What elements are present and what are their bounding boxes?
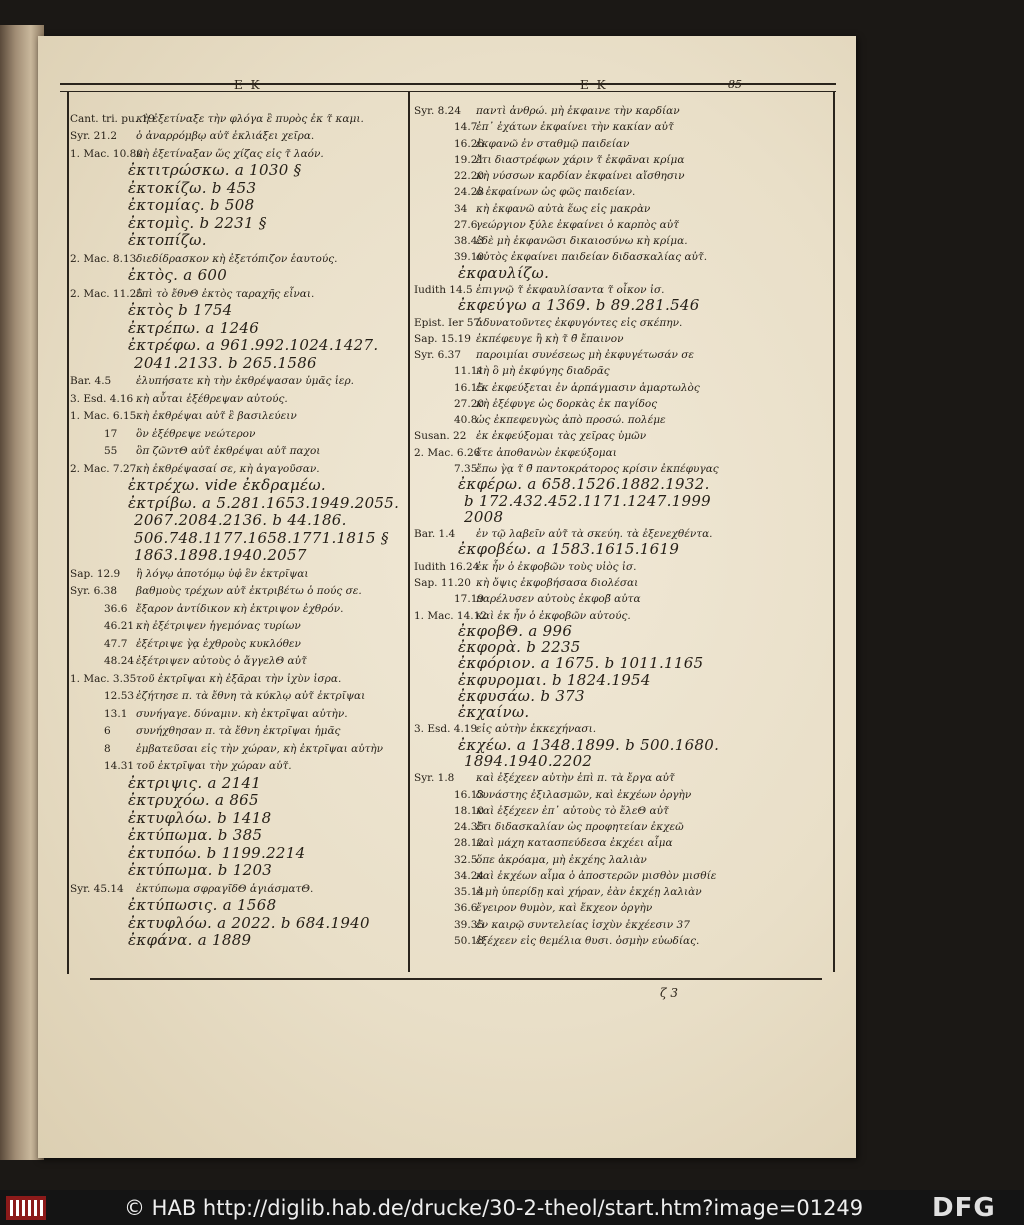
index-headword: ἐκτύπωμα. b 1203: [128, 861, 273, 880]
citation-reference: 39.10: [454, 251, 485, 264]
citation-reference: 6: [104, 725, 111, 738]
citation-text: συνήχθησαν π. τὰ ἔθνη ἐκτρῖψαι ἡμᾶς: [136, 725, 341, 738]
citation-text: ὃπ ζῶντΘ αὐτ̃ ἐκθρέψαι αὐτ̃ παχοι: [136, 445, 321, 458]
citation-reference: 55: [104, 445, 118, 458]
citation-reference: 1. Mac. 10.80: [70, 147, 143, 160]
citation-text: ὃν ἐξέθρεψε νεώτερον: [136, 427, 256, 440]
index-headword: ἐκτρίβω. a 5.281.1653.1949.2055.: [128, 493, 400, 512]
index-headword: ἐκφαυλίζω.: [458, 263, 550, 282]
citation-reference: 27.6: [454, 218, 478, 231]
index-headword: ἐκτομίας. b 508: [128, 196, 255, 215]
citation-text: παροιμίαι συνέσεως μὴ ἐκφυγέτωσάν σε: [476, 349, 695, 362]
index-headword: ἐκτοκίζω. b 453: [128, 178, 257, 197]
citation-text: συνήγαγε. δύναμιν. κὴ ἐκτρῖψαι αὐτὴν.: [136, 707, 348, 720]
index-headword: ἐκτρέπω. a 1246: [128, 318, 260, 337]
running-head-left: E K: [234, 78, 262, 92]
citation-reference: 7.35: [454, 463, 478, 476]
citation-text: ἐξέχεεν εἰς θεμέλια θυσι. ὀσμὴν εὐωδίας.: [476, 935, 700, 947]
citation-reference: 3. Esd. 4.16: [70, 392, 134, 405]
citation-reference: 38.43: [454, 235, 485, 248]
headword-continuation: 1894.1940.2202: [464, 751, 593, 770]
citation-reference: 16.13: [454, 788, 485, 801]
citation-text: ἐξέτριψεν αὐτοὺς ὁ ἄγγελΘ αὐτ̃: [136, 655, 307, 668]
citation-reference: 14.7: [454, 121, 478, 134]
citation-text: κὴ ἐξέφυγε ὡς δορκὰς ἐκ παγίδος: [476, 397, 658, 410]
citation-reference: Syr. 6.37: [414, 349, 462, 362]
citation-text: κὴ ἐξετίναξε τὴν φλόγα ἒ πυρὸς ἐκ τ̃ καμι.: [136, 113, 364, 125]
header-rule: [60, 83, 836, 85]
index-headword: ἐκφεύγω a 1369. b 89.281.546: [458, 296, 700, 315]
dfg-logo: DFG: [932, 1193, 996, 1223]
citation-reference: 24.28: [454, 186, 485, 199]
citation-text: κὴ ἐξετίναξαν ὥς χίζας εἰς τ̃ λαόν.: [136, 147, 324, 160]
citation-text: ἐκ ἐκφεύξεται ἐν ἁρπάγμασιν ἁμαρτωλὸς: [476, 381, 700, 394]
citation-text: ἐλυπήσατε κὴ τὴν ἐκθρέψασαν ὑμᾶς ἱερ.: [136, 375, 354, 388]
headword-continuation: 1863.1898.1940.2057: [134, 546, 307, 565]
citation-reference: Epist. Ier 57: [414, 316, 481, 329]
citation-reference: 8: [104, 742, 111, 755]
citation-text: ἢ λόγῳ ἀποτόμῳ ὑφ̓ ἓν ἐκτρῖψαι: [136, 567, 309, 580]
citation-reference: 18.10: [454, 804, 485, 817]
citation-reference: 11.11: [454, 365, 485, 378]
index-headword: ἐκφέρω. a 658.1526.1882.1932.: [458, 475, 710, 494]
citation-reference: 2. Mac. 11.25: [70, 287, 143, 300]
index-headword: ἐκτυπόω. b 1199.2214: [128, 843, 306, 862]
index-headword: ἐκφάνα. a 1889: [128, 931, 252, 949]
citation-text: ὁ ἀναρρόμβῳ αὐτ̃ ἐκλιάξει χεῖρα.: [136, 130, 315, 143]
citation-reference: 14.31: [104, 760, 135, 773]
citation-reference: 32.5: [454, 853, 478, 866]
citation-text: κὴ ἐκθρέψασαί σε, κὴ ἀγαγοῦσαν.: [136, 462, 320, 475]
citation-reference: 35.14: [454, 886, 485, 899]
index-headword: ἐκτυφλόω. a 2022. b 684.1940: [128, 913, 370, 932]
citation-reference: Cant. tri. pu. 19: [70, 113, 155, 125]
citation-reference: Syr. 8.24: [414, 105, 462, 117]
citation-reference: 34.24: [454, 869, 485, 882]
citation-reference: 48.24: [104, 655, 135, 668]
citation-reference: 36.6: [454, 902, 478, 915]
citation-reference: 2. Mac. 6.26: [414, 446, 481, 459]
citation-text: τοῦ ἐκτρῖψαι τὴν χώραν αὐτ̃.: [136, 760, 292, 773]
hab-logo-icon: [6, 1196, 46, 1220]
citation-reference: 28.12: [454, 837, 485, 850]
citation-reference: 2. Mac. 8.13: [70, 252, 137, 265]
citation-text: εἰς αὐτὴν ἐκκεχήνασι.: [476, 723, 597, 736]
index-headword: ἐκτρυχόω. a 865: [128, 791, 259, 810]
citation-reference: 2. Mac. 7.27: [70, 462, 137, 475]
index-headword: ἐκτὸς b 1754: [128, 301, 233, 320]
citation-reference: 12.53: [104, 690, 135, 703]
index-headword: ἐκφόριον. a 1675. b 1011.1165: [458, 654, 704, 673]
citation-text: ἐ μὴ ὑπερίδῃ καὶ χήραν, ἐὰν ἐκχέῃ λαλιὰν: [476, 886, 702, 899]
index-headword: ἐκφορὰ. b 2235: [458, 638, 581, 657]
citation-text: ἐν καιρῷ συντελείας ἰσχὺν ἐκχέεσιν 37: [476, 918, 690, 931]
citation-text: καὶ μάχη κατασπεύδεσα ἐκχέει αἷμα: [476, 837, 673, 850]
index-headword: ἐκφυρομαι. b 1824.1954: [458, 670, 651, 689]
citation-text: ἐδὲ μὴ ἐκφανῶσι δικαιοσύνω κὴ κρίμα.: [476, 235, 688, 248]
index-headword: ἐκτρέφω. a 961.992.1024.1427.: [128, 336, 379, 355]
citation-text: ὁ ἐκφαίνων ὡς φῶς παιδείαν.: [476, 186, 636, 199]
citation-text: ἐκφανῶ ἐν σταθμῷ παιδείαν: [476, 137, 630, 150]
running-head-right: E K: [580, 78, 608, 92]
citation-text: ἐμβατεῦσαι εἰς τὴν χώραν, κὴ ἐκτρῖψαι αὐτὴν: [136, 742, 384, 755]
headword-continuation: 2041.2133. b 265.1586: [134, 353, 317, 372]
citation-text: βαθμοὺς τρέχων αὐτ̃ ἐκτριβέτω ὁ πούς σε.: [136, 585, 362, 598]
citation-reference: 47.7: [104, 637, 128, 650]
citation-reference: 17: [104, 427, 118, 440]
index-headword: ἐκφοβΘ. a 996: [458, 621, 573, 640]
index-headword: ἐκφυσάω. b 373: [458, 686, 585, 705]
index-headword: ἐκτομὶς. b 2231 §: [128, 213, 267, 232]
headword-continuation: 506.748.1177.1658.1771.1815 §: [134, 528, 389, 547]
citation-text: κὴ ἐξέτριψεν ἡγεμόνας τυρίων: [136, 620, 301, 633]
citation-text: καὶ ἐξέχεεν αὐτὴν ἐπὶ π. τὰ ἔργα αὐτ̃: [476, 772, 675, 785]
citation-text: ἐκ ἦν ὁ ἐκφοβῶν τοὺς υἱὸς ἰσ.: [476, 560, 637, 573]
index-headword: ἐκτρέχω. vide ἐκδραμέω.: [128, 476, 326, 495]
citation-text: ἔξαρον ἀντίδικον κὴ ἐκτριψον ἐχθρόν.: [136, 602, 344, 615]
citation-reference: Sap. 12.9: [70, 567, 121, 580]
citation-reference: Sap. 11.20: [414, 576, 471, 589]
citation-text: γεώργιον ξύλε ἐκφαίνει ὁ καρπὸς αὐτ̃: [476, 218, 679, 231]
citation-text: κὴ ἐκθρέψαι αὐτ̃ ἒ βασιλεύειν: [136, 410, 297, 423]
citation-text: κὴ αὗται ἐξέθρεψαν αὐτούς.: [136, 392, 288, 405]
citation-reference: 17.19: [454, 593, 485, 606]
citation-reference: Susan. 22: [414, 430, 467, 443]
citation-reference: 24.35: [454, 821, 485, 834]
index-headword: ἐκχαίνω.: [458, 703, 530, 722]
citation-text: ἐκ ἐκφεύξομαι τὰς χεῖρας ὑμῶν: [476, 430, 647, 443]
citation-reference: Iudith 14.5: [414, 284, 473, 297]
citation-reference: 34: [454, 202, 468, 215]
citation-text: ἐν τῷ λαβεῖν αὐτ̃ τὰ σκεύη. τὰ ἐξενεχθέντα.: [476, 528, 713, 541]
citation-text: ὅπε ἀκρόαμα, μὴ ἐκχέης λαλιὰν: [476, 853, 647, 866]
citation-text: παντὶ ἀνθρώ. μὴ ἐκφαινε τὴν καρδίαν: [476, 105, 680, 117]
citation-reference: Syr. 21.2: [70, 130, 118, 143]
citation-text: ὡς ἐκπεφευγὼς ἀπὸ προσώ. πολέμε: [476, 414, 666, 427]
citation-text: ἔτε ἀποθανὼν ἐκφεύξομαι: [476, 446, 617, 459]
index-headword: ἐκτύπωσις. a 1568: [128, 896, 277, 915]
citation-text: ἐπιγνῷ τ̃ ἐκφαυλίσαντα τ̃ οἶκον ἰσ.: [476, 284, 665, 297]
citation-reference: 40.8: [454, 414, 478, 427]
citation-text: ἐκπέφευγε ἢ κὴ τ̃ θ̃ ἔπαινον: [476, 332, 624, 345]
left-border: [67, 92, 69, 974]
viewer-footer: [0, 1190, 1024, 1225]
citation-text: κὴ ὃ μὴ ἐκφύγης διαδρᾶς: [476, 365, 610, 378]
citation-reference: Syr. 6.38: [70, 585, 118, 598]
citation-text: ἐζήτησε π. τὰ ἔθνη τὰ κύκλῳ αὐτ̃ ἐκτρῖψαι: [136, 690, 366, 703]
header-rule-inner: [60, 91, 836, 92]
citation-text: κὴ ὄψις ἐκφοβήσασα διολέσαι: [476, 576, 639, 589]
citation-reference: 27.20: [454, 397, 485, 410]
citation-text: καὶ ἐξέχεεν ἐπ᾿ αὐτοὺς τὸ ἔλεΘ αὐτ̃: [476, 804, 669, 817]
headword-continuation: b 172.432.452.1171.1247.1999: [464, 491, 712, 510]
citation-text: ἔτι διδασκαλίαν ὡς προφητείαν ἐκχεῶ: [476, 821, 684, 834]
headword-continuation: 2067.2084.2136. b 44.186.: [134, 511, 347, 530]
citation-text: ἔγειρον θυμὸν, καὶ ἔκχεον ὀργὴν: [476, 902, 653, 915]
index-headword: ἐκτὸς. a 600: [128, 266, 228, 285]
citation-reference: 16.15: [454, 381, 485, 394]
citation-reference: Syr. 45.14: [70, 882, 124, 895]
page-number: 85: [728, 78, 742, 91]
citation-reference: 50.18: [454, 935, 485, 947]
index-headword: ἐκτοπίζω.: [128, 231, 207, 250]
citation-reference: Sap. 15.19: [414, 332, 471, 345]
citation-reference: Bar. 1.4: [414, 528, 456, 541]
citation-text: ἐπὶ τὸ ἔθνΘ ἐκτὸς ταραχῆς εἶναι.: [136, 287, 315, 300]
citation-reference: 46.21: [104, 620, 135, 633]
index-headword: ἐκφοβέω. a 1583.1615.1619: [458, 540, 680, 559]
citation-text: αὐτὸς ἐκφαίνει παιδείαν διδασκαλίας αὐτ̃.: [476, 251, 708, 264]
bottom-rule: [90, 978, 822, 980]
citation-text: ἐκτύπωμα σφραγῖδΘ ἁγιάσματΘ.: [136, 882, 314, 895]
index-headword: ἐκτύπωμα. b 385: [128, 826, 263, 845]
headword-continuation: 2008: [464, 507, 504, 526]
citation-text: κὴ ἐκφανῶ αὐτὰ ἕως εἰς μακρὰν: [476, 202, 651, 215]
citation-text: ἔπω γ̀ᾳ τ̃ θ̃ παντοκράτορος κρίσιν ἐκπέφυγας: [476, 463, 719, 476]
right-border: [833, 92, 835, 972]
citation-reference: 19.21: [454, 153, 485, 166]
citation-text: ἀδυνατοῦντες ἐκφυγόντες εἰς σκέπην.: [476, 316, 683, 329]
citation-reference: 16.26: [454, 137, 485, 150]
index-headword: ἐκτυφλόω. b 1418: [128, 808, 272, 827]
citation-text: διεδίδρασκον κὴ ἐξετόπιζον ἑαυτούς.: [136, 252, 338, 265]
citation-reference: 1. Mac. 3.35: [70, 672, 137, 685]
citation-text: παρέλυσεν αὐτοὺς ἐκφοβ̃ αὐτα: [476, 593, 641, 606]
citation-reference: 13.1: [104, 707, 128, 720]
citation-text: τοῦ ἐκτρῖψαι κὴ ἐξᾶραι τὴν ἰχὺν ἰσρα.: [136, 672, 342, 685]
citation-reference: 22.20: [454, 170, 485, 183]
citation-reference: 1. Mac. 14.12: [414, 609, 487, 622]
citation-text: καὶ ἐκχέων αἷμα ὁ ἀποστερῶν μισθὸν μισθίε: [476, 869, 717, 882]
citation-text: ἐξέτριψε γ̀ᾳ ἐχθροὺς κυκλόθεν: [136, 637, 301, 650]
citation-text: κὴ νύσσων καρδίαν ἐκφαίνει αἴσθησιν: [476, 170, 685, 183]
citation-reference: 3. Esd. 4.19: [414, 723, 478, 736]
citation-text: καὶ ἐκ ἦν ὁ ἐκφοβῶν αὐτούς.: [476, 609, 631, 622]
column-divider: [408, 92, 410, 972]
signature-mark: ζ 3: [660, 986, 678, 1000]
citation-reference: 1. Mac. 6.15: [70, 410, 137, 423]
index-headword: ἐκχέω. a 1348.1899. b 500.1680.: [458, 735, 720, 754]
citation-reference: Bar. 4.5: [70, 375, 112, 388]
citation-reference: 39.35: [454, 918, 485, 931]
citation-reference: 36.6: [104, 602, 128, 615]
citation-reference: Syr. 1.8: [414, 772, 455, 785]
citation-text: δυνάστης ἐξιλασμῶν, καὶ ἐκχέων ὀργὴν: [476, 788, 692, 801]
citation-text: ἐπ᾿ ἐχάτων ἐκφαίνει τὴν κακίαν αὐτ̃: [476, 121, 674, 134]
index-headword: ἐκτιτρώσκω. a 1030 §: [128, 161, 302, 180]
citation-text: ἔτι διαστρέφων χάριν τ̃ ἐκφᾶναι κρίμα: [476, 153, 685, 166]
book-page: [38, 36, 856, 1158]
citation-reference: Iudith 16.24: [414, 560, 480, 573]
index-headword: ἐκτριψις. a 2141: [128, 773, 262, 792]
source-url[interactable]: © HAB http://diglib.hab.de/drucke/30-2-theol/start.htm?image=01249: [124, 1196, 864, 1220]
